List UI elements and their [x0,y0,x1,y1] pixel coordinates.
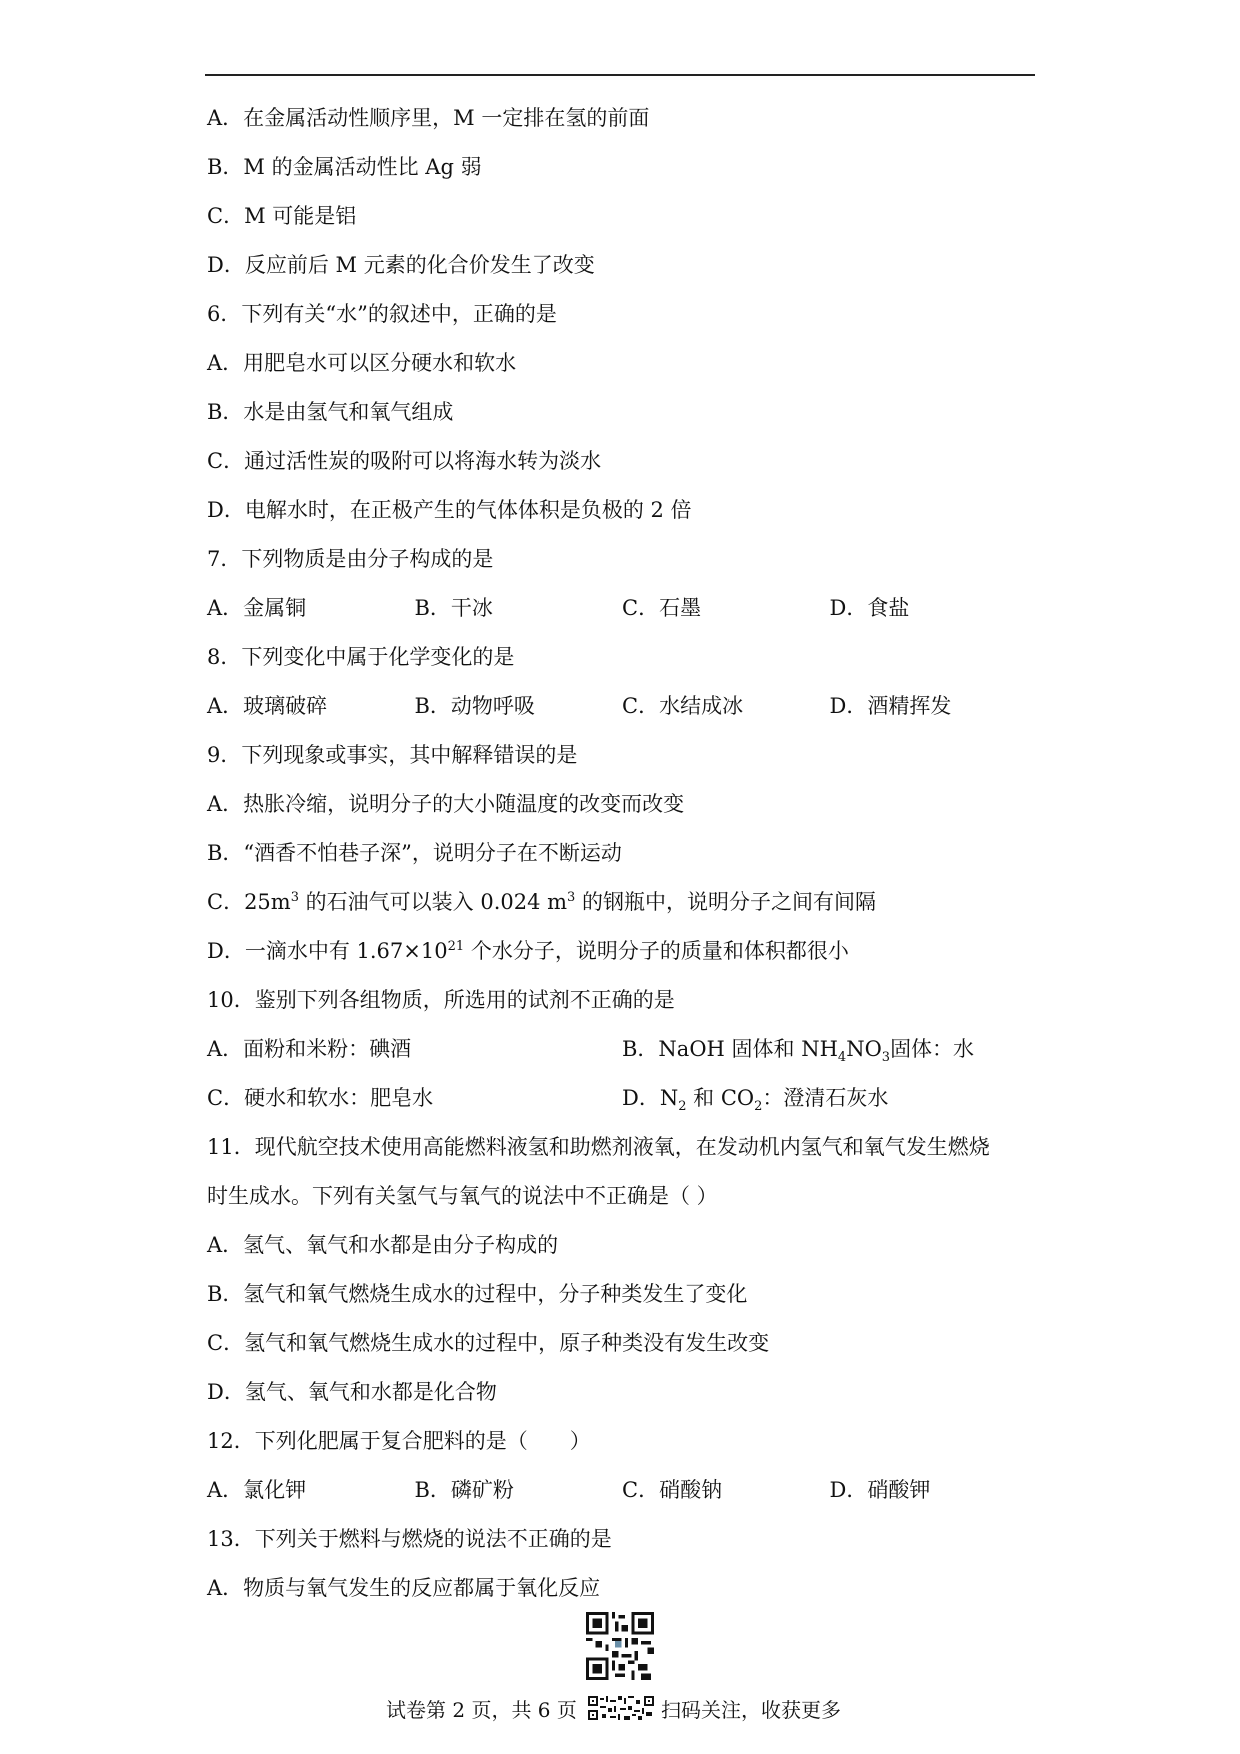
q7-options [207,590,1037,639]
scan-follow-text: 扫码关注，收获更多 [661,1698,841,1722]
q12-option-a: A．氯化钾 [207,1478,307,1502]
q7-option-d: D．食盐 [829,596,910,620]
q11-stem-line-2: 时生成水。下列有关氢气与氧气的说法中不正确是（ ） [207,1184,718,1208]
q9-c-text-3: 的钢瓶中，说明分子之间有间隔 [575,890,877,914]
q10-b-sub-1: 4 [837,1050,847,1066]
q10-b-sub-2: 3 [881,1050,891,1066]
q6-option-b: B．水是由氢气和氧气组成 [207,400,454,424]
q9-c-text-2: 的石油气可以装入 0.024 m [298,890,568,914]
q9-d-text-2: 个水分子，说明分子的质量和体积都很小 [464,939,849,963]
header-rule [205,74,1035,76]
q5-option-a: A．在金属活动性顺序里，M 一定排在氢的前面 [207,106,650,130]
q10-options-row-1 [207,1031,1037,1080]
q9-stem: 9．下列现象或事实，其中解释错误的是 [207,743,578,767]
q10-b-text-2: NO [846,1037,882,1061]
q10-option-d [622,1080,1037,1129]
q10-option-c: C．硬水和软水：肥皂水 [207,1086,434,1110]
q9-d-sup: 21 [447,939,465,954]
qr-code-icon [586,1612,654,1680]
q11-option-a: A．氢气、氧气和水都是由分子构成的 [207,1233,559,1257]
q12-stem: 12．下列化肥属于复合肥料的是（ ） [207,1429,591,1453]
q11-option-c: C．氢气和氧气燃烧生成水的过程中，原子种类没有发生改变 [207,1331,770,1355]
qr-strip-icon [588,1696,654,1720]
q10-d-text-3: ：澄清石灰水 [762,1086,889,1110]
q8-options [207,688,1037,737]
q10-d-sub-1: 2 [678,1099,687,1115]
q7-stem: 7．下列物质是由分子构成的是 [207,547,494,571]
q9-option-a: A．热胀冷缩，说明分子的大小随温度的改变而改变 [207,792,685,816]
q9-d-text-1: D．一滴水中有 1.67×10 [207,939,448,963]
q11-stem-line-1: 11．现代航空技术使用高能燃料液氢和助燃剂液氧，在发动机内氢气和氧气发生燃烧 [207,1135,990,1159]
q10-option-a: A．面粉和米粉：碘酒 [207,1037,412,1061]
q9-c-sup-1: 3 [290,890,299,905]
q9-c-text-1: C．25m [207,890,291,914]
q7-option-c: C．石墨 [622,596,702,620]
q9-option-c [207,884,1037,933]
q12-options [207,1472,1037,1521]
q8-option-c: C．水结成冰 [622,694,744,718]
exam-content [207,100,1037,1619]
q10-option-b [622,1031,1037,1080]
q10-d-sub-2: 2 [754,1099,763,1115]
q8-stem: 8．下列变化中属于化学变化的是 [207,645,515,669]
q5-option-c: C．M 可能是铝 [207,204,357,228]
q12-option-c: C．硝酸钠 [622,1478,723,1502]
q10-b-text-1: B．NaOH 固体和 NH [622,1037,838,1061]
q10-d-text-2: 和 CO [686,1086,755,1110]
q9-c-sup-2: 3 [567,890,576,905]
q6-option-a: A．用肥皂水可以区分硬水和软水 [207,351,517,375]
q8-option-d: D．酒精挥发 [829,694,952,718]
q8-option-b: B．动物呼吸 [414,694,535,718]
q10-options-row-2 [207,1080,1037,1129]
q5-option-d: D．反应前后 M 元素的化合价发生了改变 [207,253,595,277]
q11-option-b: B．氢气和氧气燃烧生成水的过程中，分子种类发生了变化 [207,1282,748,1306]
q7-option-b: B．干冰 [414,596,493,620]
page-footer [0,1612,1240,1732]
q10-d-text-1: D．N [622,1086,679,1110]
q8-option-a: A．玻璃破碎 [207,694,328,718]
q10-b-text-3: 固体：水 [890,1037,975,1061]
q6-option-d: D．电解水时，在正极产生的气体体积是负极的 2 倍 [207,498,692,522]
q9-option-d [207,933,1037,982]
q13-option-a: A．物质与氧气发生的反应都属于氧化反应 [207,1576,601,1600]
q5-option-b: B．M 的金属活动性比 Ag 弱 [207,155,482,179]
q7-option-a: A．金属铜 [207,596,307,620]
q12-option-b: B．磷矿粉 [414,1478,514,1502]
q6-stem: 6．下列有关“水”的叙述中，正确的是 [207,302,557,326]
q13-stem: 13．下列关于燃料与燃烧的说法不正确的是 [207,1527,612,1551]
q11-option-d: D．氢气、氧气和水都是化合物 [207,1380,497,1404]
q6-option-c: C．通过活性炭的吸附可以将海水转为淡水 [207,449,602,473]
q10-stem: 10．鉴别下列各组物质，所选用的试剂不正确的是 [207,988,675,1012]
q12-option-d: D．硝酸钾 [829,1478,931,1502]
q9-option-b: B．“酒香不怕巷子深”，说明分子在不断运动 [207,841,622,865]
page-info: 试卷第 2 页，共 6 页 [386,1698,577,1722]
